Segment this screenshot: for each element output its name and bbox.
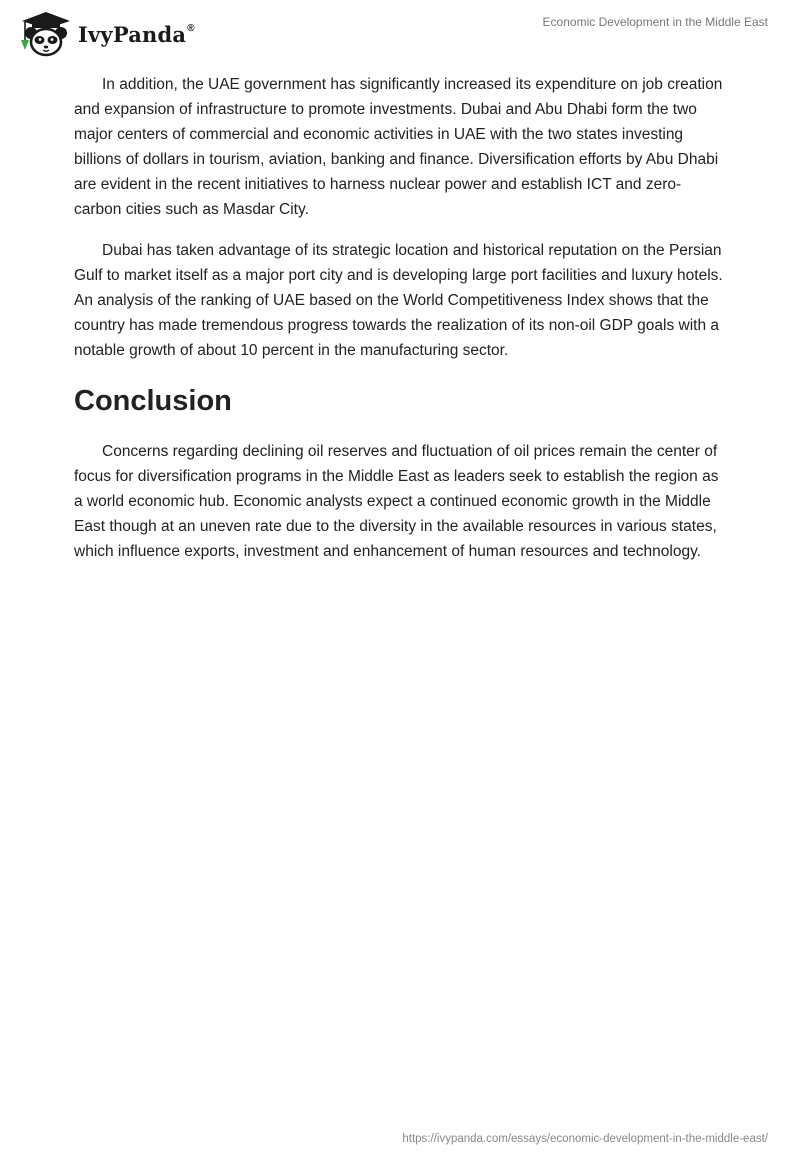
source-url[interactable]: https://ivypanda.com/essays/economic-development-in-the-middle-east/ [402, 1133, 768, 1145]
paragraph-conclusion: Concerns regarding declining oil reserves and fluctuation of oil prices remain the center of focus for diversification programs in the Middle East as leaders seek to establish the region as a world economic hub. Economic analysts expect a continued economic growth in the Middle East though at an uneven rate due to the diversity in the available resources in various states, which influence exports, investment and enhancement of human resources and technology. [74, 443, 719, 560]
registered-mark: ® [187, 22, 195, 34]
panda-graduate-icon [14, 8, 74, 58]
paragraph-dubai-strategy: Dubai has taken advantage of its strategic location and historical reputation on the Persian Gulf to market itself as a major port city and is developing large port facilities and luxury hotels. An analysis of the ranking of UAE based on the World Competitiveness Index shows that the country has made tremendous progress towards the realization of its non-oil GDP goals with a notable growth of about 10 percent in the manufacturing sector. [74, 242, 723, 359]
brand-name: IvyPanda® [78, 21, 195, 47]
page-header [0, 0, 800, 70]
paragraph-uae-expenditure: In addition, the UAE government has significantly increased its expenditure on job creation and expansion of infrastructure to promote investments. Dubai and Abu Dhabi form the two major centers of commercial and economic activities in UAE with the two states investing billions of dollars in tourism, aviation, banking and finance. Diversification efforts by Abu Dhabi are evident in the recent initiatives to harness nuclear power and establish ICT and zero-carbon cities such as Masdar City. [74, 76, 723, 218]
conclusion-heading: Conclusion [74, 385, 232, 417]
essay-body [74, 70, 724, 580]
document-title: Economic Development in the Middle East [542, 15, 768, 29]
ivypanda-logo[interactable] [14, 8, 195, 58]
